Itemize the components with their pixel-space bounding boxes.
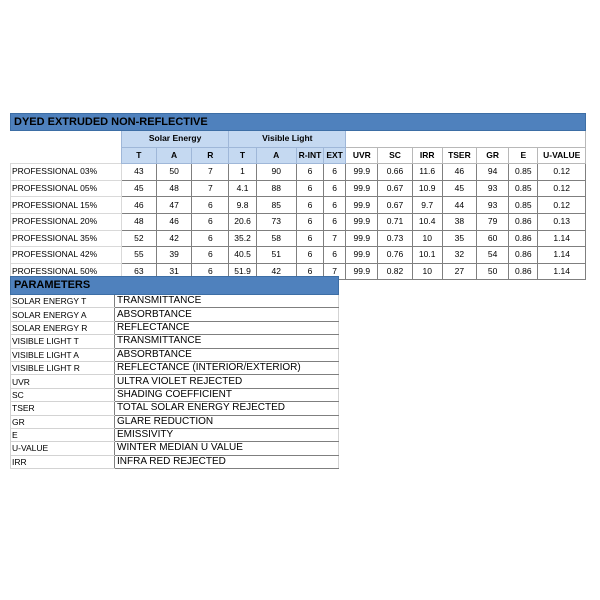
cell-solar-a: 50 [156,164,191,181]
cell-visible-a: 73 [256,213,296,230]
cell-sc: 0.66 [378,164,412,181]
cell-u-value: 0.12 [538,164,586,181]
parameter-row [11,388,339,401]
cell-visible-t: 4.1 [229,180,256,197]
cell-visible-ext: 7 [324,263,346,280]
cell-visible-ext: 6 [324,180,346,197]
cell-visible-a: 85 [256,197,296,214]
cell-sc: 0.67 [378,180,412,197]
cell-solar-a: 31 [156,263,191,280]
parameter-value: REFLECTANCE (INTERIOR/EXTERIOR) [115,361,339,374]
parameter-row [11,428,339,441]
cell-solar-t: 52 [121,230,156,247]
parameter-key: SOLAR ENERGY R [11,321,115,334]
table-row [11,180,586,197]
cell-visible-t: 51.9 [229,263,256,280]
header-visible-ext: EXT [324,147,346,164]
parameter-key: TSER [11,402,115,415]
cell-sc: 0.71 [378,213,412,230]
cell-visible-ext: 7 [324,230,346,247]
cell-solar-a: 46 [156,213,191,230]
cell-visible-t: 9.8 [229,197,256,214]
row-label: PROFESSIONAL 05% [11,180,122,197]
cell-tser: 32 [442,247,476,264]
cell-visible-r-int: 6 [296,263,323,280]
cell-irr: 10 [412,263,442,280]
cell-e: 0.86 [509,213,538,230]
parameters-title: PARAMETERS [11,277,339,295]
row-label: PROFESSIONAL 50% [11,263,122,280]
cell-u-value: 1.14 [538,247,586,264]
table-row [11,164,586,181]
parameter-value: WINTER MEDIAN U VALUE [115,442,339,455]
cell-solar-t: 43 [121,164,156,181]
parameter-row [11,455,339,468]
blank-cell [11,131,122,148]
cell-solar-t: 46 [121,197,156,214]
cell-solar-t: 55 [121,247,156,264]
header-visible-r-int: R-INT [296,147,323,164]
blank-cell [412,131,442,148]
cell-irr: 10.4 [412,213,442,230]
blank-cell [378,131,412,148]
header-uvr: UVR [346,147,378,164]
cell-solar-t: 48 [121,213,156,230]
row-label: PROFESSIONAL 20% [11,213,122,230]
cell-visible-ext: 6 [324,213,346,230]
cell-solar-a: 47 [156,197,191,214]
cell-visible-a: 90 [256,164,296,181]
parameter-key: E [11,428,115,441]
table-row [11,197,586,214]
cell-visible-ext: 6 [324,247,346,264]
group-header-row [11,131,586,148]
cell-visible-ext: 6 [324,164,346,181]
cell-gr: 50 [477,263,509,280]
parameter-value: INFRA RED REJECTED [115,455,339,468]
parameter-value: TOTAL SOLAR ENERGY REJECTED [115,402,339,415]
header-sc: SC [378,147,412,164]
cell-uvr: 99.9 [346,213,378,230]
cell-gr: 93 [477,197,509,214]
cell-solar-t: 45 [121,180,156,197]
table-row [11,230,586,247]
cell-uvr: 99.9 [346,247,378,264]
cell-e: 0.86 [509,263,538,280]
parameter-value: ABSORBTANCE [115,308,339,321]
parameter-row [11,335,339,348]
cell-solar-r: 6 [192,263,229,280]
cell-solar-r: 7 [192,180,229,197]
cell-solar-r: 6 [192,247,229,264]
parameter-row [11,308,339,321]
cell-e: 0.85 [509,180,538,197]
header-solar-a: A [156,147,191,164]
header-solar-r: R [192,147,229,164]
cell-visible-t: 35.2 [229,230,256,247]
parameters-title-row [11,277,339,295]
cell-tser: 27 [442,263,476,280]
cell-visible-r-int: 6 [296,197,323,214]
parameter-key: SOLAR ENERGY A [11,308,115,321]
blank-cell [442,131,476,148]
header-visible-t: T [229,147,256,164]
cell-solar-a: 42 [156,230,191,247]
cell-e: 0.86 [509,230,538,247]
parameter-value: GLARE REDUCTION [115,415,339,428]
cell-solar-t: 63 [121,263,156,280]
parameter-value: TRANSMITTANCE [115,335,339,348]
parameter-value: SHADING COEFFICIENT [115,388,339,401]
parameter-row [11,321,339,334]
header-irr: IRR [412,147,442,164]
cell-e: 0.85 [509,197,538,214]
cell-gr: 94 [477,164,509,181]
parameters-table [10,276,339,469]
cell-tser: 38 [442,213,476,230]
table-row [11,213,586,230]
parameter-key: U-VALUE [11,442,115,455]
parameter-key: GR [11,415,115,428]
cell-uvr: 99.9 [346,180,378,197]
blank-cell [538,131,586,148]
cell-uvr: 99.9 [346,164,378,181]
parameter-value: REFLECTANCE [115,321,339,334]
cell-visible-a: 42 [256,263,296,280]
cell-solar-r: 6 [192,197,229,214]
cell-visible-a: 88 [256,180,296,197]
subheader-row [11,147,586,164]
cell-irr: 11.6 [412,164,442,181]
cell-e: 0.86 [509,247,538,264]
cell-uvr: 99.9 [346,263,378,280]
cell-gr: 79 [477,213,509,230]
cell-irr: 10 [412,230,442,247]
parameter-value: TRANSMITTANCE [115,295,339,308]
table-row [11,247,586,264]
parameter-value: EMISSIVITY [115,428,339,441]
parameter-key: SOLAR ENERGY T [11,295,115,308]
parameter-key: VISIBLE LIGHT R [11,361,115,374]
cell-tser: 45 [442,180,476,197]
cell-gr: 54 [477,247,509,264]
cell-u-value: 0.12 [538,180,586,197]
cell-gr: 93 [477,180,509,197]
parameter-row [11,415,339,428]
cell-u-value: 1.14 [538,263,586,280]
cell-visible-r-int: 6 [296,230,323,247]
cell-uvr: 99.9 [346,197,378,214]
header-solar-t: T [121,147,156,164]
cell-visible-r-int: 6 [296,180,323,197]
blank-cell [509,131,538,148]
cell-visible-t: 40.5 [229,247,256,264]
cell-irr: 9.7 [412,197,442,214]
blank-cell [477,131,509,148]
parameter-row [11,375,339,388]
cell-sc: 0.73 [378,230,412,247]
parameter-key: UVR [11,375,115,388]
cell-visible-t: 20.6 [229,213,256,230]
cell-visible-r-int: 6 [296,213,323,230]
parameter-value: ULTRA VIOLET REJECTED [115,375,339,388]
header-e: E [509,147,538,164]
cell-irr: 10.1 [412,247,442,264]
parameter-key: VISIBLE LIGHT T [11,335,115,348]
cell-visible-r-int: 6 [296,247,323,264]
cell-u-value: 0.13 [538,213,586,230]
cell-tser: 35 [442,230,476,247]
group-visible-light: Visible Light [229,131,346,148]
parameter-key: VISIBLE LIGHT A [11,348,115,361]
cell-e: 0.85 [509,164,538,181]
cell-solar-r: 7 [192,164,229,181]
cell-u-value: 1.14 [538,230,586,247]
header-tser: TSER [442,147,476,164]
table-title: DYED EXTRUDED NON-REFLECTIVE [11,114,586,131]
parameter-key: IRR [11,455,115,468]
group-solar-energy: Solar Energy [121,131,229,148]
parameter-row [11,442,339,455]
cell-solar-a: 39 [156,247,191,264]
cell-visible-r-int: 6 [296,164,323,181]
header-u-value: U-VALUE [538,147,586,164]
blank-cell [346,131,378,148]
header-gr: GR [477,147,509,164]
parameter-value: ABSORBTANCE [115,348,339,361]
cell-tser: 44 [442,197,476,214]
cell-sc: 0.67 [378,197,412,214]
header-visible-a: A [256,147,296,164]
parameter-key: SC [11,388,115,401]
cell-solar-a: 48 [156,180,191,197]
cell-solar-r: 6 [192,213,229,230]
parameter-row [11,402,339,415]
cell-irr: 10.9 [412,180,442,197]
cell-sc: 0.76 [378,247,412,264]
cell-tser: 46 [442,164,476,181]
performance-table [10,113,586,280]
parameter-row [11,361,339,374]
cell-visible-ext: 6 [324,197,346,214]
table-title-row [11,114,586,131]
row-label: PROFESSIONAL 03% [11,164,122,181]
cell-gr: 60 [477,230,509,247]
cell-visible-a: 58 [256,230,296,247]
cell-uvr: 99.9 [346,230,378,247]
cell-u-value: 0.12 [538,197,586,214]
cell-sc: 0.82 [378,263,412,280]
cell-solar-r: 6 [192,230,229,247]
blank-cell [11,147,122,164]
cell-visible-t: 1 [229,164,256,181]
row-label: PROFESSIONAL 35% [11,230,122,247]
cell-visible-a: 51 [256,247,296,264]
row-label: PROFESSIONAL 42% [11,247,122,264]
row-label: PROFESSIONAL 15% [11,197,122,214]
parameter-row [11,348,339,361]
parameter-row [11,295,339,308]
